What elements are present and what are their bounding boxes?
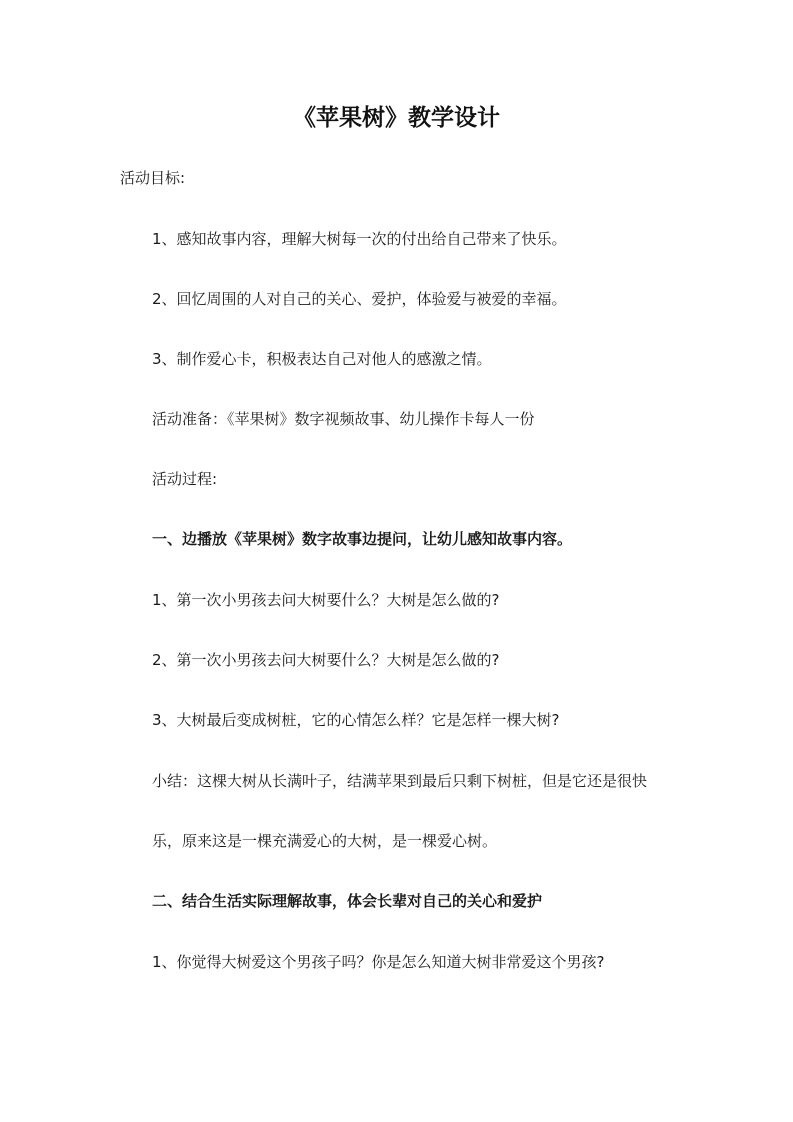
document-title: 《苹果树》教学设计 [293, 105, 500, 131]
section-2-question-1: 1、你觉得大树爱这个男孩子吗？你是怎么知道大树非常爱这个男孩? [152, 953, 605, 971]
goal-item-3: 3、制作爱心卡，积极表达自己对他人的感激之情。 [152, 350, 492, 368]
section-2-heading: 二、结合生活实际理解故事，体会长辈对自己的关心和爱护 [152, 892, 543, 910]
process-heading: 活动过程: [152, 470, 218, 488]
section-1-question-1: 1、第一次小男孩去问大树要什么？大树是怎么做的? [152, 591, 500, 609]
preparation-text: 活动准备：《苹果树》数字视频故事、幼儿操作卡每人一份 [152, 410, 535, 428]
section-1-question-3: 3、大树最后变成树桩，它的心情怎么样？它是怎样一棵大树? [152, 711, 560, 729]
summary-line-1: 小结：这棵大树从长满叶子，结满苹果到最后只剩下树桩，但是它还是很快 [152, 772, 648, 790]
goal-item-2: 2、回忆周围的人对自己的关心、爱护，体验爱与被爱的幸福。 [152, 290, 567, 308]
summary-line-2: 乐，原来这是一棵充满爱心的大树，是一棵爱心树。 [152, 832, 498, 850]
section-1-question-2: 2、第一次小男孩去问大树要什么？大树是怎么做的? [152, 651, 500, 669]
goal-item-1: 1、感知故事内容，理解大树每一次的付出给自己带来了快乐。 [152, 230, 567, 248]
section-1-heading: 一、边播放《苹果树》数字故事边提问，让幼儿感知故事内容。 [152, 530, 573, 548]
goals-heading: 活动目标: [120, 169, 186, 187]
